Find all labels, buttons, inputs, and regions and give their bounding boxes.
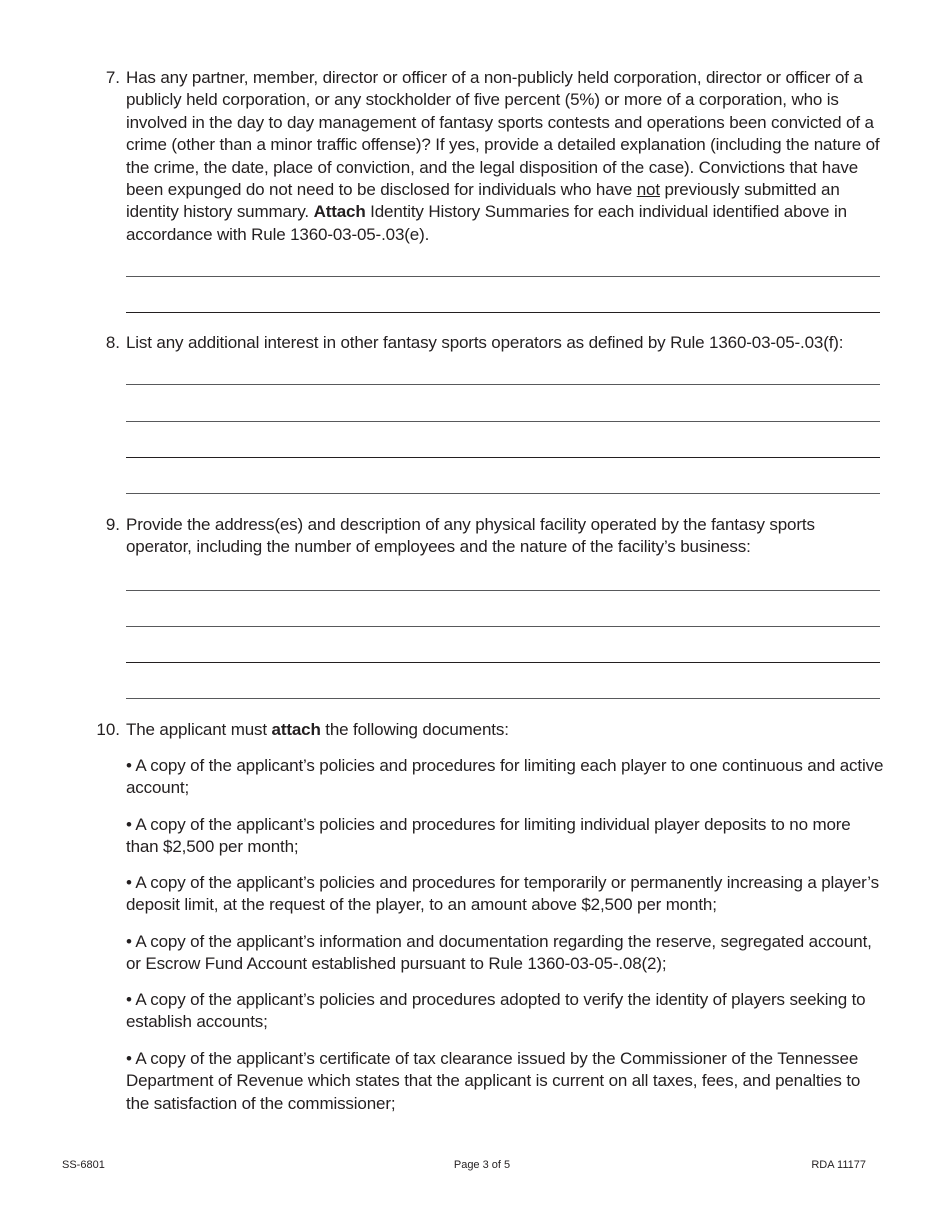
rda-number: RDA 11177 [811, 1159, 866, 1171]
page-number: Page 3 of 5 [453, 1159, 511, 1171]
document-bullet-5: • A copy of the applicant’s policies and procedures adopted to verify the identity of players seeking to establish accounts; [126, 990, 866, 1032]
question-10-text: The applicant must attach the following documents: [126, 720, 509, 739]
question-7-number: 7. [105, 68, 120, 87]
answer-line-9-4[interactable] [126, 698, 880, 699]
answer-line-8-2[interactable] [126, 421, 880, 422]
question-7-text: Has any partner, member, director or officer of a non-publicly held corporation, director or officer of a publicly held corporation, or any stockholder of five percent (5%) or more of a corporation, who is involved in the day to day management of fantasy sports contests and operations been convicted of a crime (other than a minor traffic offense)? If yes, provide a detailed explanation (including the nature of the crime, the date, place of conviction, and the legal disposition of the case). Convictions that have been expunged do not need to be disclosed for individuals who have not previously submitted an identity history summary. Attach Identity History Summaries for each individual identified above in accordance with Rule 1360-03-05-.03(e). [126, 68, 880, 244]
question-9-number: 9. [105, 515, 120, 534]
not-emphasis: not [636, 180, 660, 200]
answer-line-8-3[interactable] [126, 457, 880, 458]
answer-line-7-1[interactable] [126, 276, 880, 277]
document-bullet-2: • A copy of the applicant’s policies and procedures for limiting individual player deposits to no more than $2,500 per month; [126, 815, 851, 857]
answer-line-8-1[interactable] [126, 384, 880, 385]
question-9-text: Provide the address(es) and description of any physical facility operated by the fantasy sports operator, including the number of employees and the nature of the facility’s business: [126, 515, 815, 557]
document-bullet-3: • A copy of the applicant’s policies and procedures for temporarily or permanently increasing a player’s deposit limit, at the request of the player, to an amount above $2,500 per month; [126, 873, 879, 915]
document-bullet-4: • A copy of the applicant’s information and documentation regarding the reserve, segregated account, or Escrow Fund Account established pursuant to Rule 1360-03-05-.08(2); [126, 932, 872, 974]
document-bullet-6: • A copy of the applicant’s certificate of tax clearance issued by the Commissioner of the Tennessee Department of Revenue which states that the applicant is current on all taxes, fees, and penalties to the satisfaction of the commissioner; [126, 1049, 861, 1113]
answer-line-9-1[interactable] [126, 590, 880, 591]
answer-line-7-2[interactable] [126, 312, 880, 313]
form-id: SS-6801 [62, 1159, 105, 1171]
attach-emphasis: attach [271, 720, 321, 739]
answer-line-9-2[interactable] [126, 626, 880, 627]
attach-emphasis: Attach [313, 202, 366, 222]
question-8-number: 8. [105, 333, 120, 352]
question-8-text: List any additional interest in other fantasy sports operators as defined by Rule 1360-03-05-.03(f): [126, 333, 844, 352]
answer-line-9-3[interactable] [126, 662, 880, 663]
answer-line-8-4[interactable] [126, 493, 880, 494]
document-bullet-1: • A copy of the applicant’s policies and procedures for limiting each player to one continuous and active account; [126, 756, 884, 798]
question-10-number: 10. [96, 720, 120, 739]
